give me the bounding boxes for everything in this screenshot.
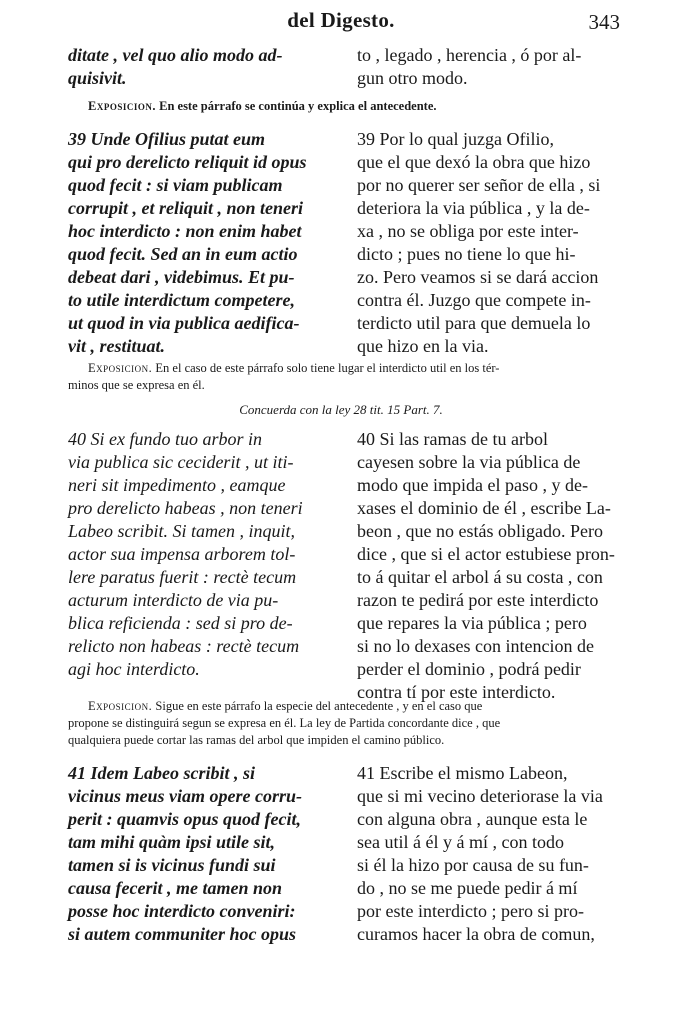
spanish-line: por este interdicto ; pero si pro- [357,901,584,921]
spanish-line: contra tí por este interdicto. [357,682,556,702]
exposicion-text: Sigue en este párrafo la especie del antecedente , y en el caso que [155,699,483,713]
spanish-line: modo que impida el paso , y de- [357,475,588,495]
latin-line: quod fecit : si viam publicam [68,175,283,195]
latin-column [68,762,340,946]
spanish-column [357,44,629,90]
latin-line: quod fecit. Sed an in eum actio [68,244,298,264]
latin-line: ut quod in via publica aedifica- [68,313,300,333]
spanish-line: zo. Pero veamos si se dará accion [357,267,599,287]
spanish-column [357,428,629,704]
spanish-line: razon te pedirá por este interdicto [357,590,599,610]
spanish-line: que hizo en la via. [357,336,489,356]
latin-line: quisivit. [68,68,127,88]
latin-line: via publica sic ceciderit , ut iti- [68,452,294,472]
latin-line: tam mihi quàm ipsi utile sit, [68,832,276,852]
spanish-line: contra él. Juzgo que compete in- [357,290,591,310]
exposicion-note [68,698,628,749]
spanish-line: con alguna obra , aunque esta le [357,809,588,829]
latin-line: qui pro derelicto reliquit id opus [68,152,307,172]
exposicion-text: propone se distinguirá segun se expresa en él. La ley de Partida concordante dice , que [68,716,501,730]
latin-line: blica reficienda : sed si pro de- [68,613,293,633]
latin-line: si autem communiter hoc opus [68,924,297,944]
latin-line: Labeo scribit. Si tamen , inquit, [68,521,295,541]
latin-line: 40 Si ex fundo tuo arbor in [68,429,262,449]
latin-line: perit : quamvis opus quod fecit, [68,809,301,829]
latin-column [68,428,340,681]
spanish-line: dicto ; pues no tiene lo que hi- [357,244,576,264]
spanish-line: que repares la via pública ; pero [357,613,587,633]
latin-line: 41 Idem Labeo scribit , si [68,763,255,783]
spanish-line: si no lo dexases con intencion de [357,636,594,656]
latin-line: corrupit , et reliquit , non teneri [68,198,304,218]
spanish-line: por no querer ser señor de ella , si [357,175,601,195]
latin-line: lere paratus fuerit : rectè tecum [68,567,297,587]
latin-line: vit , restituat. [68,336,166,356]
latin-line: causa fecerit , me tamen non [68,878,282,898]
latin-line: pro derelicto habeas , non teneri [68,498,303,518]
exposicion-label: Exposicion. [88,99,156,113]
concordance-note: Concuerda con la ley 28 tit. 15 Part. 7. [239,402,443,417]
latin-line: hoc interdicto : non enim habet [68,221,302,241]
latin-line: neri sit impedimento , eamque [68,475,286,495]
spanish-line: 41 Escribe el mismo Labeon, [357,763,568,783]
spanish-line: que si mi vecino deteriorase la via [357,786,603,806]
latin-column [68,128,340,358]
spanish-line: 39 Por lo qual juzga Ofilio, [357,129,554,149]
spanish-line: to , legado , herencia , ó por al- [357,45,582,65]
spanish-line: deteriora la via pública , y la de- [357,198,590,218]
latin-line: agi hoc interdicto. [68,659,200,679]
spanish-line: dice , que si el actor estubiese pron- [357,544,615,564]
spanish-line: xases el dominio de él , escribe La- [357,498,611,518]
latin-line: posse hoc interdicto conveniri: [68,901,296,921]
exposicion-note [68,360,628,394]
spanish-line: 40 Si las ramas de tu arbol [357,429,548,449]
spanish-line: to á quitar el arbol á su costa , con [357,567,603,587]
spanish-column [357,762,629,946]
latin-line: vicinus meus viam opere corru- [68,786,302,806]
exposicion-text: En el caso de este párrafo solo tiene lugar el interdicto util en los tér- [155,361,500,375]
latin-column [68,44,340,90]
spanish-line: beon , que no estás obligado. Pero [357,521,603,541]
latin-line: acturum interdicto de via pu- [68,590,279,610]
exposicion-text: qualquiera puede cortar las ramas del arbol que impiden el camino público. [68,733,445,747]
exposicion-note [88,98,628,115]
spanish-line: que el que dexó la obra que hizo [357,152,591,172]
spanish-line: do , no se me puede pedir á mí [357,878,578,898]
latin-line: ditate , vel quo alio modo ad- [68,45,283,65]
spanish-column [357,128,629,358]
spanish-line: gun otro modo. [357,68,468,88]
spanish-line: curamos hacer la obra de comun, [357,924,595,944]
exposicion-text: minos que se expresa en él. [68,378,205,392]
exposicion-label: Exposicion. [88,699,153,713]
exposicion-text: En este párrafo se continúa y explica el antecedente. [159,99,437,113]
exposicion-label: Exposicion. [88,361,153,375]
latin-line: 39 Unde Ofilius putat eum [68,129,266,149]
latin-line: relicto non habeas : rectè tecum [68,636,300,656]
page-number: 343 [588,10,620,34]
latin-line: to utile interdictum competere, [68,290,295,310]
spanish-line: si él la hizo por causa de su fun- [357,855,589,875]
spanish-line: perder el dominio , podrá pedir [357,659,581,679]
spanish-line: xa , no se obliga por este inter- [357,221,579,241]
spanish-line: sea util á él y á mí , con todo [357,832,564,852]
spanish-line: terdicto util para que demuela lo [357,313,591,333]
running-header-title: del Digesto. [287,8,395,32]
spanish-line: cayesen sobre la via pública de [357,452,581,472]
latin-line: tamen si is vicinus fundi sui [68,855,276,875]
latin-line: actor sua impensa arborem tol- [68,544,296,564]
latin-line: debeat dari , videbimus. Et pu- [68,267,295,287]
